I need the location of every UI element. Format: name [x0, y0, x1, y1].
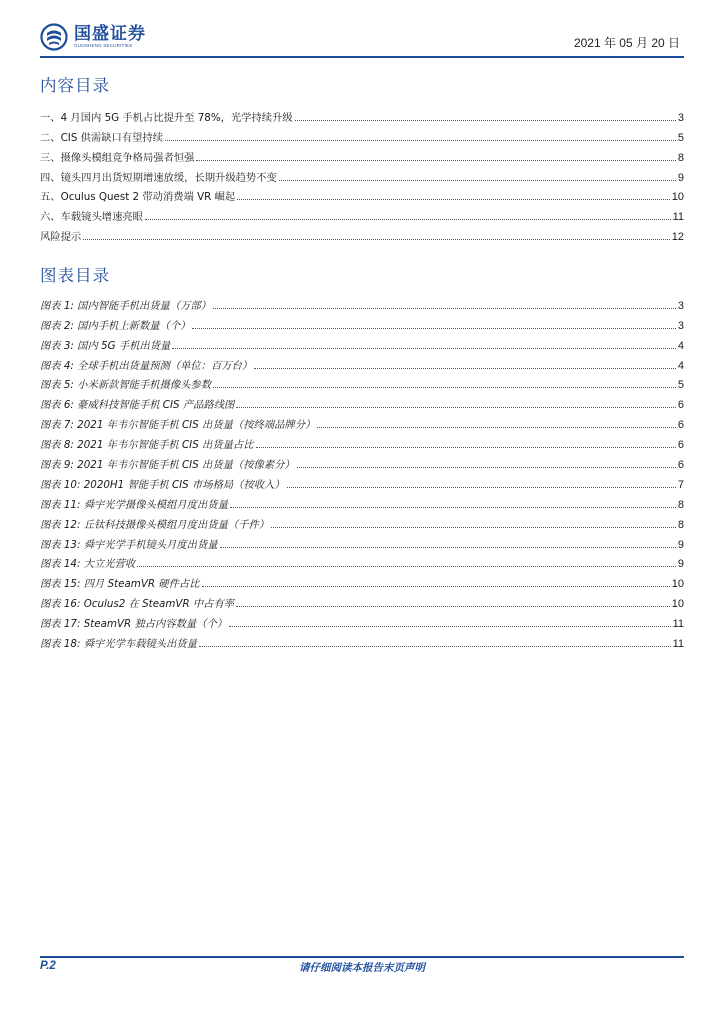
dot-leader	[256, 447, 676, 448]
figure-entry-label: 图表 18: 舜宇光学车载镜头出货量	[40, 638, 197, 651]
figure-entry-label: 图表 7: 2021 年韦尔智能手机 CIS 出货量（按终端品牌分）	[40, 419, 316, 432]
dot-leader	[145, 219, 671, 220]
dot-leader	[199, 646, 671, 647]
figure-entry-page: 5	[677, 379, 684, 392]
figure-entry-label: 图表 1: 国内智能手机出货量（万部）	[40, 299, 212, 312]
dot-leader	[213, 308, 676, 309]
disclaimer-note: 请仔细阅读本报告末页声明	[299, 962, 425, 974]
footer-divider	[40, 956, 684, 958]
figure-entry-page: 6	[677, 439, 684, 452]
dot-leader	[279, 180, 676, 181]
figure-entry-label: 图表 15: 四月 SteamVR 硬件占比	[40, 578, 200, 591]
figure-entry-label: 图表 14: 大立光营收	[40, 558, 136, 571]
brand-name-en: GUOSHENG SECURITIES	[74, 43, 133, 48]
toc-entry[interactable]	[40, 203, 684, 223]
figure-entry[interactable]	[40, 590, 684, 610]
figure-entry[interactable]	[40, 372, 684, 392]
toc-entry-label: 五、Oculus Quest 2 带动消费端 VR 崛起	[40, 191, 236, 204]
figure-entry[interactable]	[40, 551, 684, 571]
dot-leader	[229, 626, 670, 627]
figure-entry-page: 7	[677, 478, 684, 491]
guosheng-logo-icon	[40, 23, 68, 51]
figure-entry-label: 图表 8: 2021 年韦尔智能手机 CIS 出货量占比	[40, 439, 254, 452]
figure-entry-label: 图表 6: 豪威科技智能手机 CIS 产品路线图	[40, 399, 235, 412]
toc-entry-label: 一、4 月国内 5G 手机占比提升至 78%，光学持续升级	[40, 111, 293, 124]
figure-entry-label: 图表 13: 舜宇光学手机镜头月度出货量	[40, 538, 218, 551]
toc-entry-page: 11	[672, 211, 684, 224]
figure-entry[interactable]	[40, 292, 684, 312]
figure-entry[interactable]	[40, 531, 684, 551]
figure-entry-page: 4	[677, 339, 684, 352]
page-number: P.2	[40, 960, 56, 972]
figure-entry-page: 6	[677, 399, 684, 412]
toc-entry-label: 四、镜头四月出货短期增速放缓，长期升级趋势不变	[40, 171, 277, 184]
figure-entry-page: 9	[677, 538, 684, 551]
toc-entry-page: 3	[677, 111, 684, 124]
figure-entry-page: 4	[677, 359, 684, 372]
figure-entry[interactable]	[40, 471, 684, 491]
toc-entry[interactable]	[40, 184, 684, 204]
figure-entry-label: 图表 2: 国内手机上新数量（个）	[40, 319, 191, 332]
dot-leader	[172, 348, 676, 349]
toc-entry-label: 风险提示	[40, 231, 82, 244]
dot-leader	[236, 606, 670, 607]
dot-leader	[196, 160, 675, 161]
figure-entry[interactable]	[40, 630, 684, 650]
dot-leader	[220, 547, 676, 548]
toc-entry-label: 三、摄像头模组竞争格局强者恒强	[40, 151, 195, 164]
figure-entry-label: 图表 11: 舜宇光学摄像头模组月度出货量	[40, 498, 228, 511]
header-divider	[40, 56, 684, 58]
toc-entry-label: 二、CIS 供需缺口有望持续	[40, 131, 164, 144]
toc-entry[interactable]	[40, 223, 684, 243]
page-header	[40, 18, 684, 56]
dot-leader	[317, 427, 676, 428]
dot-leader	[297, 467, 676, 468]
figure-entry[interactable]	[40, 352, 684, 372]
report-date: 2021 年 05 月 20 日	[573, 36, 680, 50]
dot-leader	[287, 487, 676, 488]
toc-entry-label: 六、车载镜头增速亮眼	[40, 211, 143, 224]
figure-entry[interactable]	[40, 312, 684, 332]
figure-entry-label: 图表 3: 国内 5G 手机出货量	[40, 339, 171, 352]
toc-entry[interactable]	[40, 104, 684, 124]
figure-entry-label: 图表 5: 小米新款智能手机摄像头参数	[40, 379, 212, 392]
contents-list	[40, 104, 684, 243]
dot-leader	[295, 120, 676, 121]
toc-entry[interactable]	[40, 144, 684, 164]
figure-entry-page: 6	[677, 419, 684, 432]
dot-leader	[202, 586, 670, 587]
brand-logo	[40, 22, 146, 52]
dot-leader	[237, 199, 670, 200]
brand-name: 国盛证券	[74, 24, 146, 44]
figure-entry-page: 9	[677, 558, 684, 571]
figure-entry[interactable]	[40, 570, 684, 590]
figure-entry-page: 11	[672, 638, 684, 651]
dot-leader	[254, 368, 676, 369]
figure-entry-page: 3	[677, 319, 684, 332]
dot-leader	[230, 507, 676, 508]
figure-entry-page: 6	[677, 459, 684, 472]
figure-entry[interactable]	[40, 451, 684, 471]
dot-leader	[236, 407, 676, 408]
toc-entry-page: 8	[677, 151, 684, 164]
figure-entry[interactable]	[40, 610, 684, 630]
toc-entry-page: 9	[677, 171, 684, 184]
figure-entry[interactable]	[40, 332, 684, 352]
toc-entry[interactable]	[40, 124, 684, 144]
dot-leader	[271, 527, 676, 528]
figure-entry-label: 图表 9: 2021 年韦尔智能手机 CIS 出货量（按像素分）	[40, 459, 295, 472]
figure-entry[interactable]	[40, 391, 684, 411]
figures-list	[40, 292, 684, 650]
dot-leader	[83, 239, 670, 240]
toc-entry[interactable]	[40, 164, 684, 184]
toc-entry-page: 10	[671, 191, 684, 204]
dot-leader	[137, 566, 676, 567]
figure-entry-page: 11	[672, 618, 684, 631]
figure-entry-label: 图表 12: 丘钛科技摄像头模组月度出货量（千件）	[40, 518, 270, 531]
toc-entry-page: 12	[671, 231, 684, 244]
figure-entry[interactable]	[40, 491, 684, 511]
figure-entry-label: 图表 17: SteamVR 独占内容数量（个）	[40, 618, 228, 631]
dot-leader	[213, 387, 676, 388]
figure-entry[interactable]	[40, 431, 684, 451]
dot-leader	[192, 328, 675, 329]
figure-entry-page: 8	[677, 518, 684, 531]
figure-entry-label: 图表 4: 全球手机出货量预测（单位：百万台）	[40, 359, 253, 372]
figure-entry-page: 10	[671, 598, 684, 611]
figure-entry-label: 图表 10: 2020H1 智能手机 CIS 市场格局（按收入）	[40, 478, 285, 491]
figure-entry-label: 图表 16: Oculus2 在 SteamVR 中占有率	[40, 598, 235, 611]
figures-title: 图表目录	[40, 266, 110, 285]
figure-entry[interactable]	[40, 511, 684, 531]
figure-entry-page: 3	[677, 299, 684, 312]
toc-entry-page: 5	[677, 131, 684, 144]
figure-entry-page: 10	[671, 578, 684, 591]
contents-title: 内容目录	[40, 76, 110, 95]
dot-leader	[165, 140, 676, 141]
figure-entry[interactable]	[40, 411, 684, 431]
figure-entry-page: 8	[677, 498, 684, 511]
